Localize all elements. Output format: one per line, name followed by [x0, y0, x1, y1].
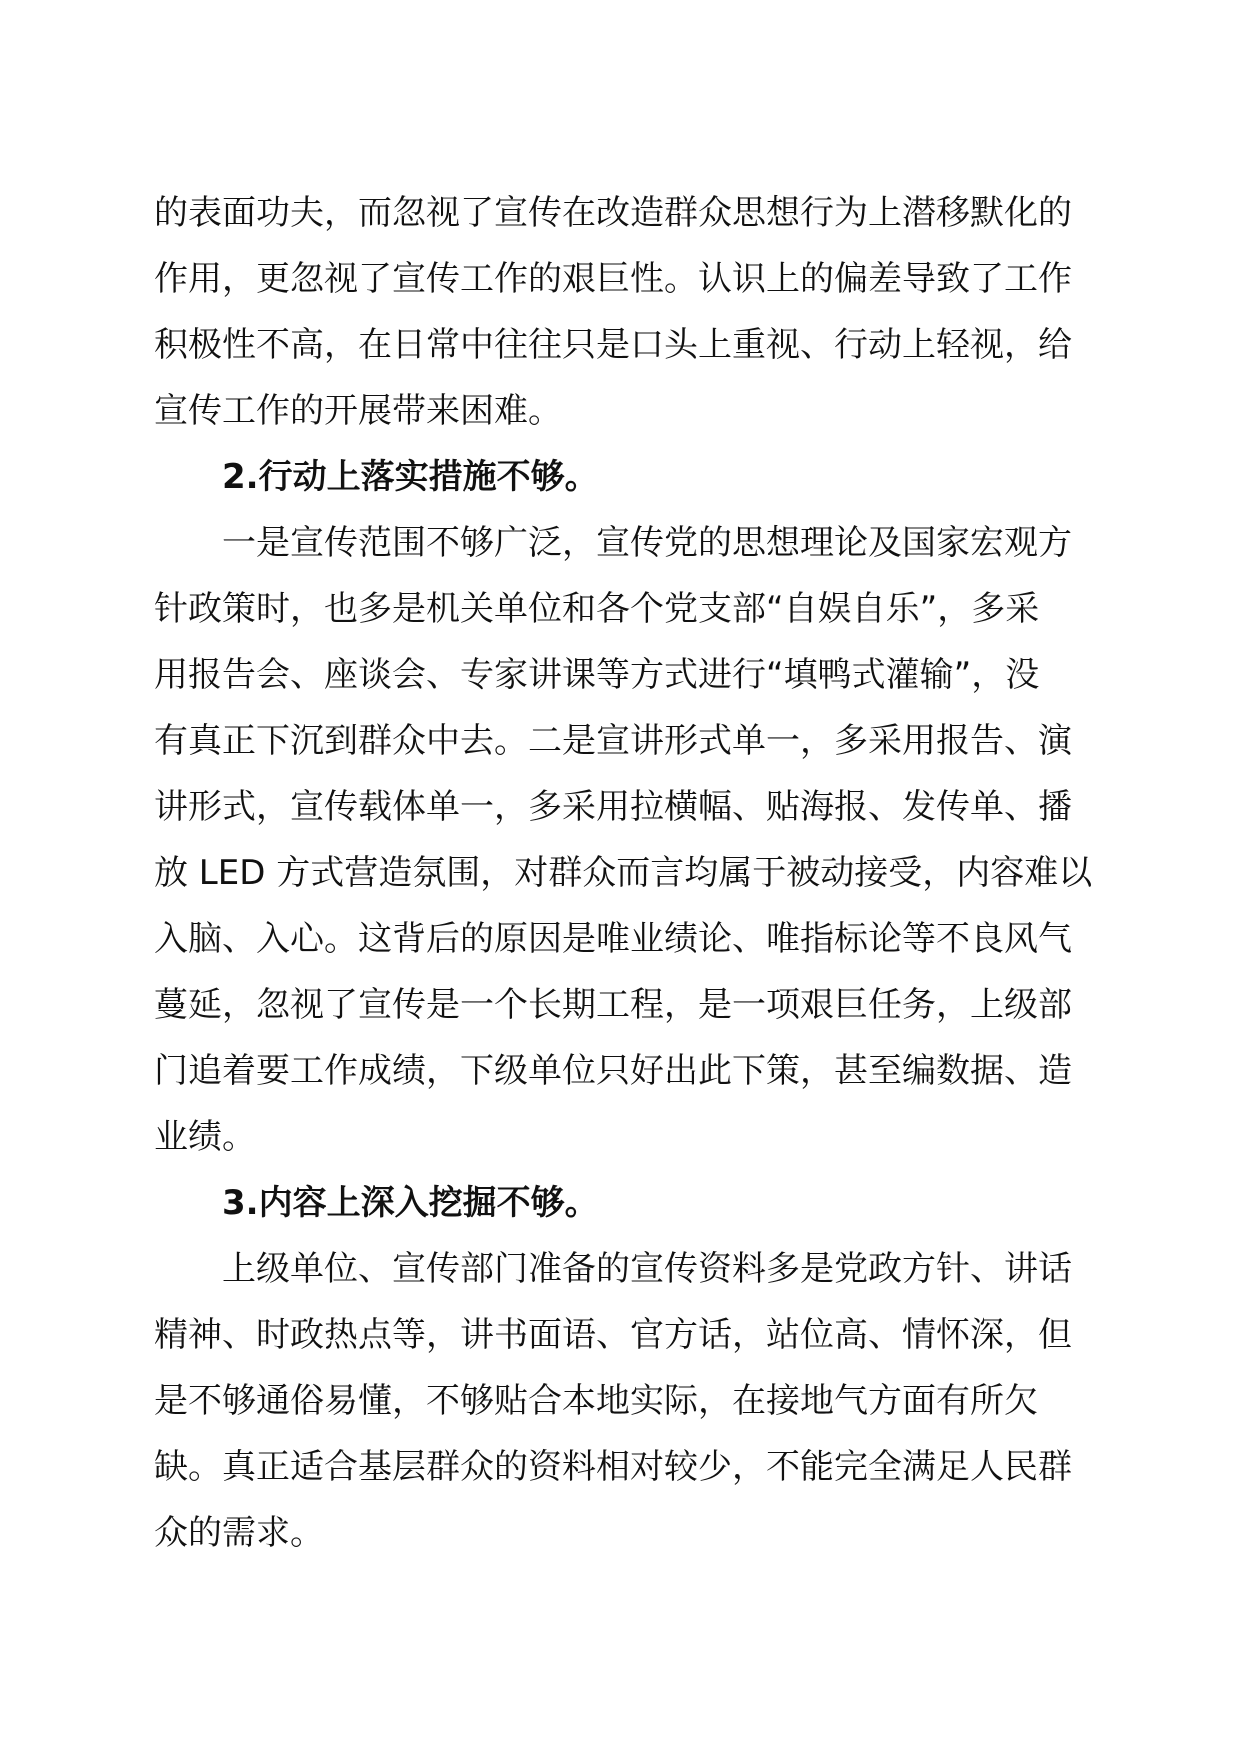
paragraph-line: 的表面功夫，而忽视了宣传在改造群众思想行为上潜移默化的 — [154, 193, 1072, 233]
section-heading-3: 3.内容上深入挖掘不够。 — [222, 1183, 599, 1223]
paragraph-line: 业绩。 — [154, 1117, 256, 1157]
paragraph-line: 众的需求。 — [154, 1513, 324, 1553]
paragraph-line: 是不够通俗易懂，不够贴合本地实际，在接地气方面有所欠 — [154, 1381, 1038, 1421]
paragraph-line: 放 LED 方式营造氛围，对群众而言均属于被动接受，内容难以 — [154, 853, 1093, 893]
paragraph-line: 上级单位、宣传部门准备的宣传资料多是党政方针、讲话 — [222, 1249, 1072, 1289]
paragraph-line: 积极性不高，在日常中往往只是口头上重视、行动上轻视，给 — [154, 325, 1072, 365]
paragraph-line: 有真正下沉到群众中去。二是宣讲形式单一，多采用报告、演 — [154, 721, 1072, 761]
paragraph-line: 缺。真正适合基层群众的资料相对较少，不能完全满足人民群 — [154, 1447, 1072, 1487]
document-body — [154, 180, 1093, 1566]
section-heading-2: 2.行动上落实措施不够。 — [222, 457, 599, 497]
paragraph-line: 门追着要工作成绩，下级单位只好出此下策，甚至编数据、造 — [154, 1051, 1072, 1091]
paragraph-line: 针政策时，也多是机关单位和各个党支部“自娱自乐”，多采 — [154, 589, 1040, 629]
paragraph-line: 精神、时政热点等，讲书面语、官方话，站位高、情怀深，但 — [154, 1315, 1072, 1355]
paragraph-line: 作用，更忽视了宣传工作的艰巨性。认识上的偏差导致了工作 — [154, 259, 1072, 299]
paragraph-line: 用报告会、座谈会、专家讲课等方式进行“填鸭式灌输”，没 — [154, 655, 1040, 695]
paragraph-line: 宣传工作的开展带来困难。 — [154, 391, 562, 431]
paragraph-line: 蔓延，忽视了宣传是一个长期工程，是一项艰巨任务，上级部 — [154, 985, 1072, 1025]
paragraph-line: 一是宣传范围不够广泛，宣传党的思想理论及国家宏观方 — [222, 523, 1072, 563]
paragraph-line: 讲形式，宣传载体单一，多采用拉横幅、贴海报、发传单、播 — [154, 787, 1072, 827]
paragraph-line: 入脑、入心。这背后的原因是唯业绩论、唯指标论等不良风气 — [154, 919, 1072, 959]
